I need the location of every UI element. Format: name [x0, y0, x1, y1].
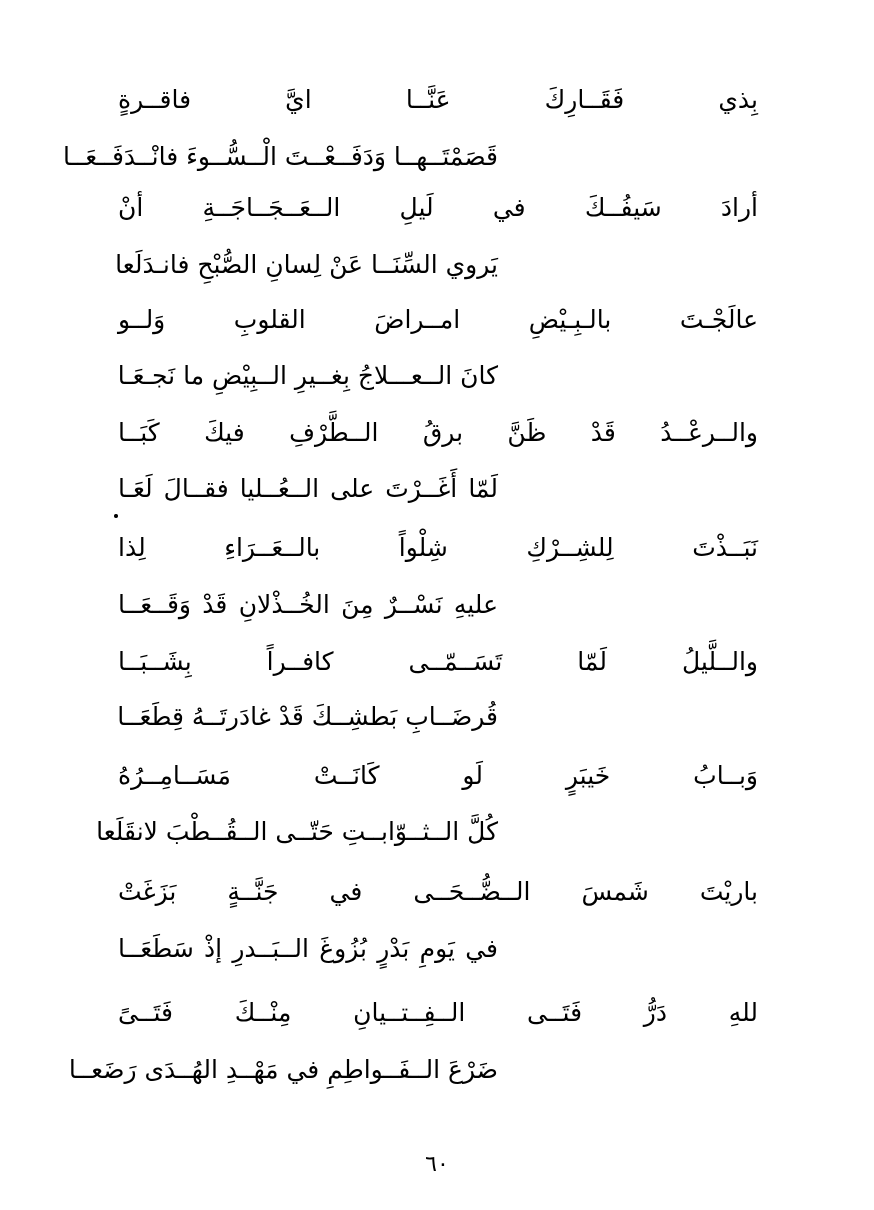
verse-line-5-second-half: عليهِ نَسْــرٌ مِنَ الخُــذْلانِ قَدْ وَقَــعَــا [118, 590, 498, 619]
verse-line-6-first-half: والــلَّيلُ لَمّا تَسَــمّــى كافــراً بِشَــبَــا [118, 647, 758, 676]
verse-line-7-first-half: وَبــابُ خَيبَرٍ لَو كَانَــتْ مَسَــامِــرُهُ [118, 761, 758, 790]
verse-line-1-second-half: قَصَمْتَــهــا وَدَفَــعْــتَ الْــسُّــوءَ فانْــدَفَــعَــا [62, 142, 498, 171]
verse-line-1-first-half: بِذي فَقَــارِكَ عَنَّــا ايَّ فاقــرةٍ [118, 85, 758, 114]
verse-line-9-first-half: للهِ دَرُّ فَتَــى الــفِــتــيانِ مِنْــكَ فَتَــىً [118, 998, 758, 1027]
verse-line-4-second-half: لَمّا أَغَــرْتَ على الــعُــليا فقــالَ لَعَـا [118, 474, 498, 503]
page-number: ٦٠ [425, 1152, 449, 1177]
verse-line-2-first-half: أرادَ سَيفُــكَ في لَيلِ الــعَــجَــاجَــةِ أنْ [118, 193, 758, 222]
verse-line-6-second-half: قُرضَــابِ بَطشِــكَ قَدْ غادَرتَــهُ قِطَعَــا [117, 702, 498, 731]
verse-line-9-second-half: ضَرْعَ الــفَــواطِمِ في مَهْــدِ الهُــدَى رَضَعــا [68, 1055, 498, 1084]
verse-line-5-first-half: نَبَــذْتَ لِلشِــرْكِ شِلْواً بالــعَــرَاءِ لِذا [118, 533, 758, 562]
verse-line-8-second-half: في يَومِ بَدْرٍ بُزُوغَ الــبَــدرِ إذْ سَطَعَــا [118, 934, 498, 963]
ink-speck [114, 514, 118, 518]
verse-line-2-second-half: يَروي السِّنَــا عَنْ لِسانِ الصُّبْحِ فانـدَلَعا [115, 250, 498, 279]
verse-line-4-first-half: والــرعْــدُ قَدْ ظَنَّ برقُ الــطَّرْفِ فيكَ كَبَــا [118, 418, 758, 447]
verse-line-8-first-half: باريْتَ شَمسَ الــضُّــحَــى في جَنَّــةٍ بَزَغَتْ [118, 877, 758, 906]
verse-line-3-first-half: عالَجْـتَ بالـبِـيْضِ امــراضَ القلوبِ وَلــو [118, 305, 758, 334]
verse-line-7-second-half: كُلَّ الــثــوّابــتِ حَتّــى الــقُــطْبَ لانقَلَعا [96, 817, 498, 846]
verse-line-3-second-half: كانَ الــعـــلاجُ بِغــيرِ الــبِيْضِ ما نَجـعَـا [117, 361, 498, 390]
